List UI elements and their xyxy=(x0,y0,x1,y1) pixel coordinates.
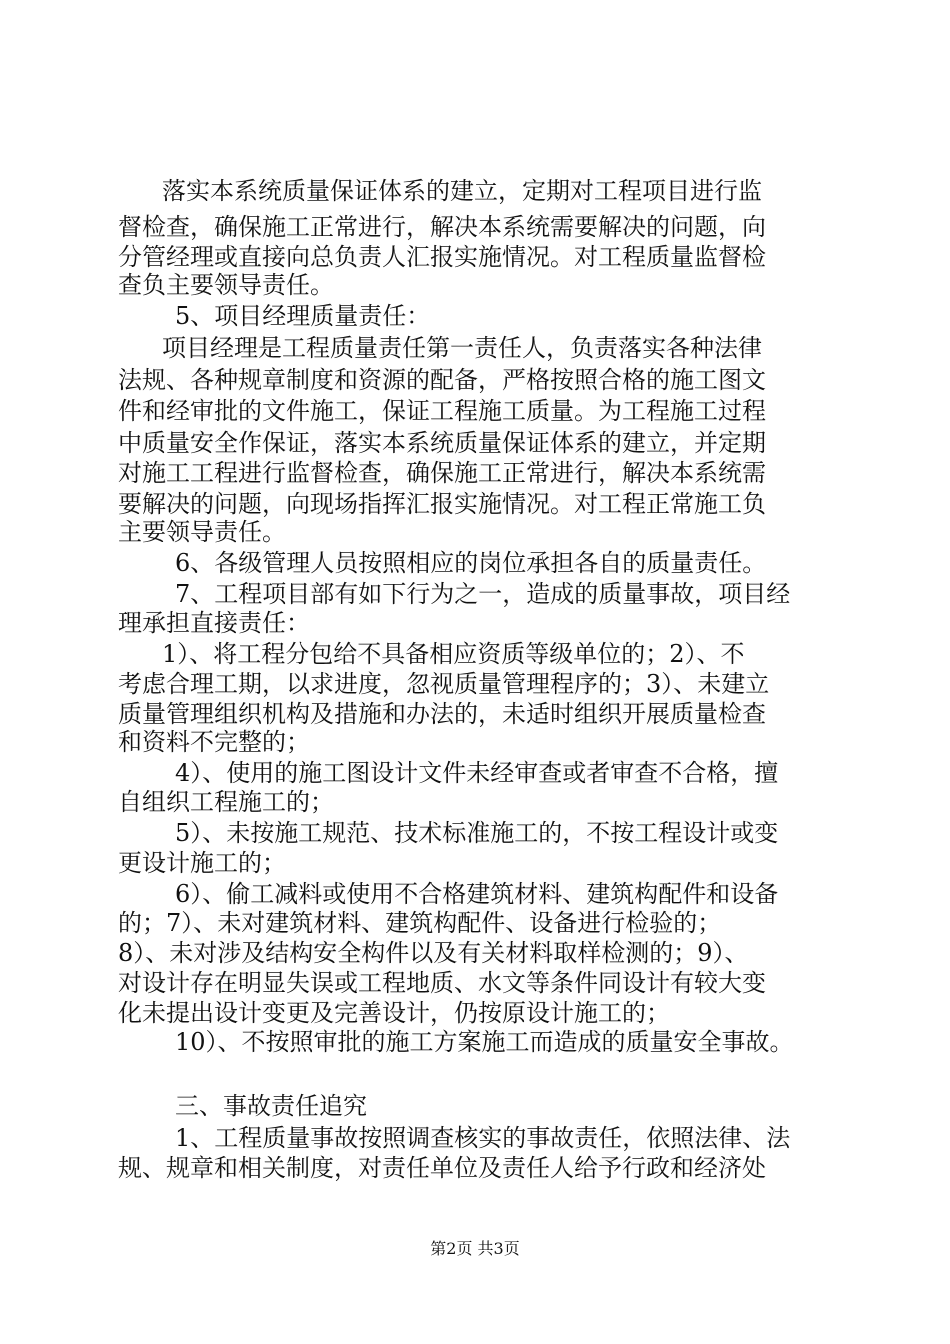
paragraph-line: 法规、各种规章制度和资源的配备，严格按照合格的施工图文 xyxy=(118,366,766,394)
paragraph-line: 10）、不按照审批的施工方案施工而造成的质量安全事故。 xyxy=(175,1028,794,1056)
paragraph-line: 主要领导责任。 xyxy=(118,518,286,546)
paragraph-line: 督检查，确保施工正常进行，解决本系统需要解决的问题，向 xyxy=(118,213,766,241)
paragraph-line: 6、各级管理人员按照相应的岗位承担各自的质量责任。 xyxy=(175,549,767,577)
paragraph-line: 落实本系统质量保证体系的建立，定期对工程项目进行监 xyxy=(162,177,762,205)
paragraph-line: 1、工程质量事故按照调查核实的事故责任，依照法律、法 xyxy=(175,1124,791,1152)
paragraph-line: 6）、偷工减料或使用不合格建筑材料、建筑构配件和设备 xyxy=(175,880,779,908)
paragraph-line: 项目经理是工程质量责任第一责任人，负责落实各种法律 xyxy=(162,334,762,362)
section-heading: 三、事故责任追究 xyxy=(175,1092,367,1120)
paragraph-line: 对施工工程进行监督检查，确保施工正常进行，解决本系统需 xyxy=(118,459,766,487)
paragraph-line: 要解决的问题，向现场指挥汇报实施情况。对工程正常施工负 xyxy=(118,490,766,518)
paragraph-line: 分管经理或直接向总负责人汇报实施情况。对工程质量监督检 xyxy=(118,243,766,271)
paragraph-line: 更设计施工的； xyxy=(118,849,286,877)
paragraph-line: 自组织工程施工的； xyxy=(118,788,334,816)
paragraph-line: 的；7）、未对建筑材料、建筑构配件、设备进行检验的； xyxy=(118,909,722,937)
paragraph-line: 查负主要领导责任。 xyxy=(118,271,334,299)
paragraph-line: 理承担直接责任： xyxy=(118,609,310,637)
paragraph-line: 5）、未按施工规范、技术标准施工的，不按工程设计或变 xyxy=(175,819,779,847)
paragraph-line: 1）、将工程分包给不具备相应资质等级单位的；2）、不 xyxy=(162,640,745,668)
paragraph-line: 7、工程项目部有如下行为之一，造成的质量事故，项目经 xyxy=(175,580,791,608)
paragraph-line: 对设计存在明显失误或工程地质、水文等条件同设计有较大变 xyxy=(118,969,766,997)
paragraph-line: 质量管理组织机构及措施和办法的，未适时组织开展质量检查 xyxy=(118,700,766,728)
paragraph-line: 4）、使用的施工图设计文件未经审查或者审查不合格，擅 xyxy=(175,759,779,787)
paragraph-line: 考虑合理工期，以求进度，忽视质量管理程序的；3）、未建立 xyxy=(118,670,770,698)
page-footer: 第2页 共3页 xyxy=(430,1239,520,1258)
paragraph-line: 规、规章和相关制度，对责任单位及责任人给予行政和经济处 xyxy=(118,1154,766,1182)
paragraph-line: 和资料不完整的； xyxy=(118,728,310,756)
paragraph-line: 8）、未对涉及结构安全构件以及有关材料取样检测的；9）、 xyxy=(118,939,749,967)
paragraph-line: 件和经审批的文件施工，保证工程施工质量。为工程施工过程 xyxy=(118,397,766,425)
section-heading: 5、项目经理质量责任： xyxy=(175,302,431,330)
paragraph-line: 中质量安全作保证，落实本系统质量保证体系的建立，并定期 xyxy=(118,429,766,457)
paragraph-line: 化未提出设计变更及完善设计，仍按原设计施工的； xyxy=(118,999,670,1027)
